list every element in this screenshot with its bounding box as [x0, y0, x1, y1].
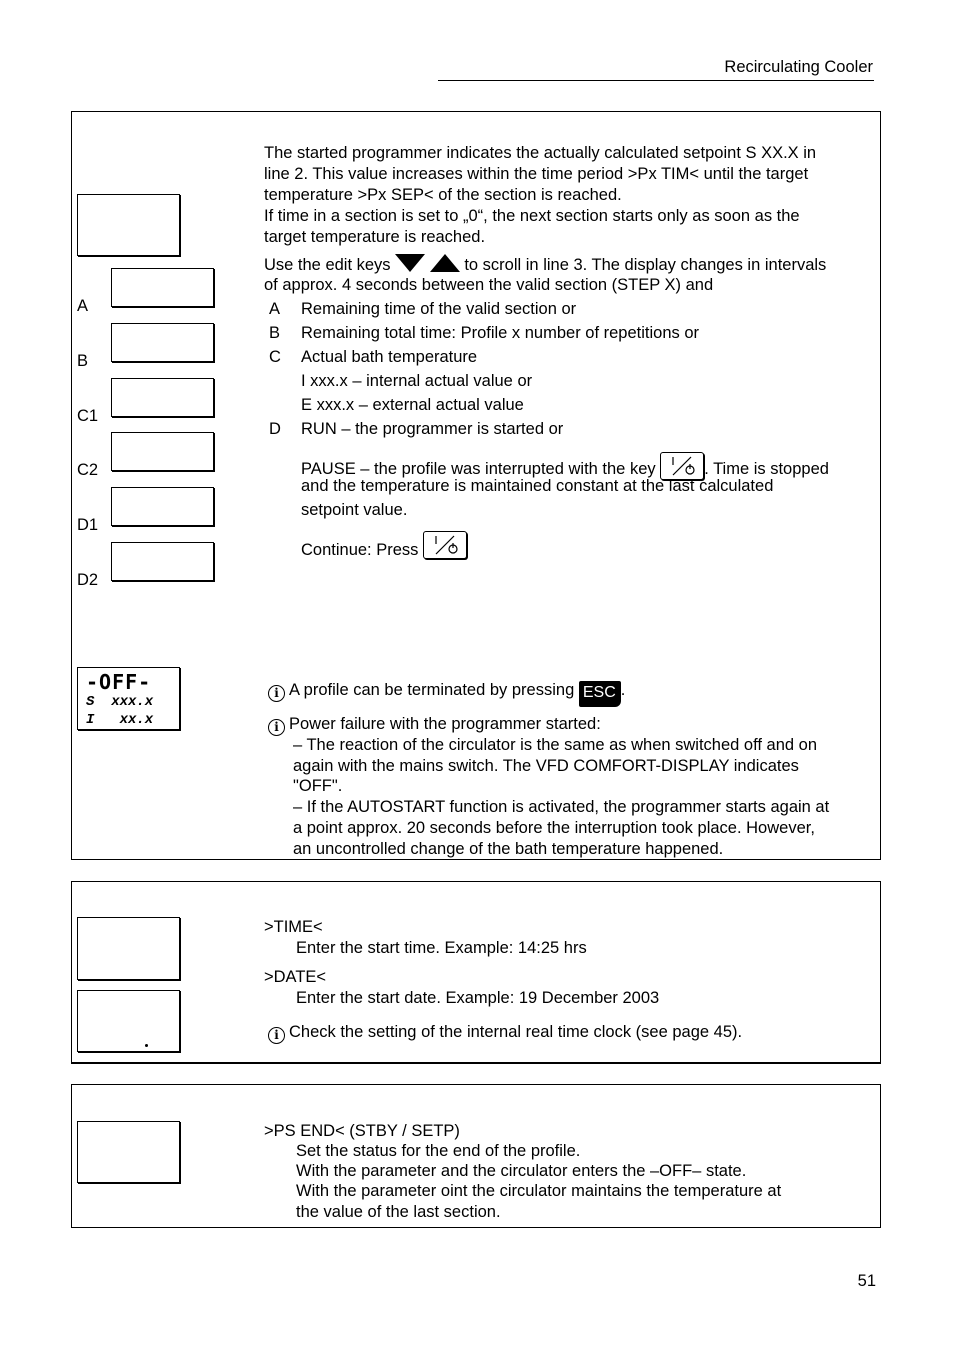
- ps-end-label: >PS END< (STBY / SETP): [264, 1122, 460, 1140]
- display-c2: [111, 432, 214, 471]
- list-text-d: RUN – the programmer is started or: [301, 420, 564, 438]
- list-text-c-external: E xxx.x – external actual value: [301, 396, 524, 414]
- pause-text-after: . Time is stopped: [704, 460, 829, 478]
- info-icon: i: [268, 685, 285, 702]
- note-clock-text: Check the setting of the internal real time clock (see page 45).: [289, 1023, 743, 1041]
- list-text-c-internal: I xxx.x – internal actual value or: [301, 372, 533, 390]
- display-label-a: A: [77, 297, 89, 315]
- display-label-c1: C1: [77, 407, 99, 425]
- note-power-failure: [268, 714, 601, 736]
- time-label: >TIME<: [264, 918, 323, 936]
- display-label-d2: D2: [77, 571, 99, 589]
- note-terminate: [268, 680, 625, 707]
- note-power-failure-line: – If the AUTOSTART function is activated, the programmer starts again at: [293, 798, 830, 816]
- list-text-a: Remaining time of the valid section or: [301, 300, 577, 318]
- display-off-actual: I xx.x: [86, 712, 154, 728]
- list-text-c: Actual bath temperature: [301, 348, 478, 366]
- start-stop-key-icon: [423, 531, 467, 559]
- display-b: [111, 323, 214, 362]
- display-label-b: B: [77, 352, 89, 370]
- pause-line-3: setpoint value.: [301, 501, 408, 519]
- pause-line-2: and the temperature is maintained constant at the last calculated: [301, 477, 774, 495]
- display-d1: [111, 487, 214, 526]
- display-date: [77, 990, 180, 1052]
- display-date-dot: [145, 1044, 148, 1047]
- display-d2: [111, 542, 214, 581]
- ps-end-line: the value of the last section.: [296, 1203, 501, 1221]
- para1-line: If time in a section is set to „0“, the next section starts only as soon as the: [264, 207, 800, 225]
- esc-key-icon: ESC: [579, 681, 621, 707]
- edit-keys-text-before: Use the edit keys: [264, 256, 391, 274]
- list-letter-d: D: [269, 420, 281, 438]
- note-terminate-end: .: [620, 681, 626, 699]
- display-time: [77, 917, 180, 980]
- display-ps-end: [77, 1121, 180, 1183]
- date-desc: Enter the start date. Example: 19 December 2003: [296, 989, 660, 1007]
- continue-line: [301, 531, 467, 561]
- time-desc: Enter the start time. Example: 14:25 hrs: [296, 939, 587, 957]
- header-rule: [438, 80, 874, 81]
- ps-end-line: With the parameter oint the circulator maintains the temperature at: [296, 1182, 782, 1200]
- note-power-failure-line: "OFF".: [293, 777, 343, 795]
- ps-end-line: With the parameter and the circulator enters the –OFF– state.: [296, 1162, 747, 1180]
- note-power-failure-line: again with the mains switch. The VFD COMFORT-DISPLAY indicates: [293, 757, 799, 775]
- arrow-up-key-icon: [430, 254, 460, 272]
- note-terminate-text: A profile can be terminated by pressing: [289, 681, 575, 699]
- note-power-failure-line: an uncontrolled change of the bath temperature happened.: [293, 840, 724, 858]
- info-icon: i: [268, 719, 285, 736]
- para1-line: target temperature is reached.: [264, 228, 486, 246]
- display-a: [111, 268, 214, 307]
- note-power-failure-title: Power failure with the programmer started:: [289, 715, 601, 733]
- note-power-failure-line: – The reaction of the circulator is the same as when switched off and on: [293, 736, 818, 754]
- list-letter-c: C: [269, 348, 281, 366]
- continue-text: Continue: Press: [301, 541, 419, 559]
- pause-text-before: PAUSE – the profile was interrupted with the key: [301, 460, 656, 478]
- para1-line: temperature >Px SEP< of the section is reached.: [264, 186, 622, 204]
- note-power-failure-line: a point approx. 20 seconds before the interruption took place. However,: [293, 819, 815, 837]
- edit-keys-line-2: of approx. 4 seconds between the valid section (STEP X) and: [264, 276, 714, 294]
- page-number: 51: [857, 1272, 876, 1290]
- edit-keys-text-after: to scroll in line 3. The display changes in intervals: [459, 256, 827, 274]
- display-off: [77, 667, 180, 730]
- list-letter-b: B: [269, 324, 281, 342]
- display-label-c2: C2: [77, 461, 99, 479]
- display-label-d1: D1: [77, 516, 99, 534]
- edit-keys-line: [264, 254, 826, 276]
- note-clock: [268, 1022, 742, 1044]
- para1-line: line 2. This value increases within the time period >Px TIM< until the target: [264, 165, 809, 183]
- list-letter-a: A: [269, 300, 281, 318]
- ps-end-line: Set the status for the end of the profile.: [296, 1142, 581, 1160]
- list-text-b: Remaining total time: Profile x number of repetitions or: [301, 324, 700, 342]
- display-off-title: -OFF-: [86, 670, 152, 694]
- arrow-down-key-icon: [395, 254, 425, 272]
- display-main: [77, 194, 180, 256]
- header-title: Recirculating Cooler: [724, 58, 873, 76]
- display-off-setpoint: S xxx.x: [86, 694, 154, 710]
- date-label: >DATE<: [264, 968, 327, 986]
- display-c1: [111, 378, 214, 417]
- para1-line: The started programmer indicates the actually calculated setpoint S XX.X in: [264, 144, 817, 162]
- info-icon: i: [268, 1027, 285, 1044]
